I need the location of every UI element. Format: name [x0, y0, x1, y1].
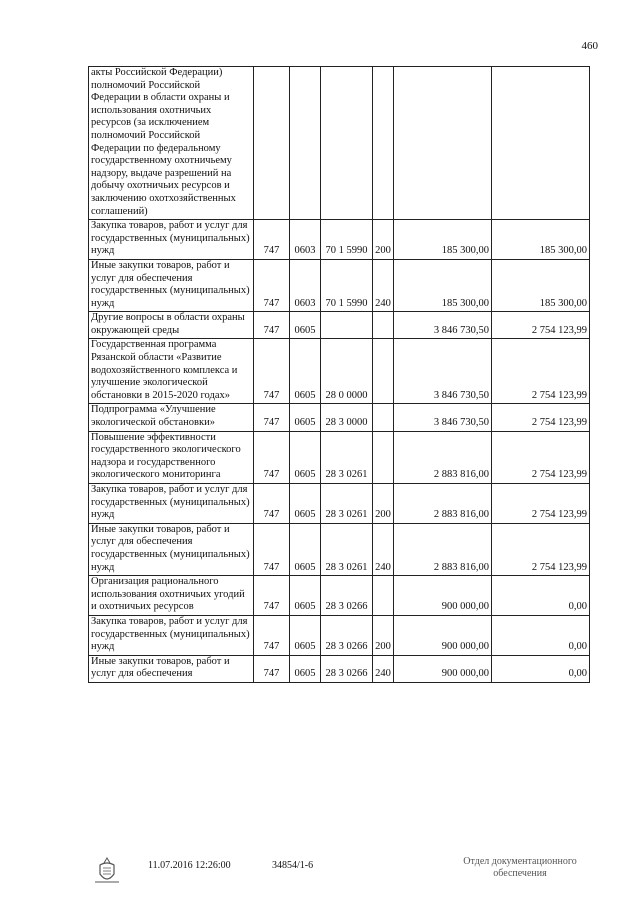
row-sum1: 900 000,00: [394, 576, 492, 616]
row-ved: 747: [254, 655, 290, 682]
row-rz: 0605: [290, 484, 321, 524]
table-row: [89, 484, 590, 524]
row-rz: 0605: [290, 404, 321, 431]
row-csr: 28 3 0261: [321, 484, 373, 524]
row-vr: 240: [373, 259, 394, 311]
row-sum2: 0,00: [492, 576, 590, 616]
row-vr: 240: [373, 655, 394, 682]
table-row: [89, 576, 590, 616]
row-sum2: [492, 67, 590, 220]
table-row: [89, 220, 590, 260]
row-ved: 747: [254, 484, 290, 524]
row-vr: [373, 339, 394, 404]
row-ved: [254, 67, 290, 220]
row-sum2: 2 754 123,99: [492, 484, 590, 524]
table-row: [89, 67, 590, 220]
row-ved: 747: [254, 615, 290, 655]
row-sum2: 2 754 123,99: [492, 523, 590, 575]
row-name: Организация рационального использования охотничьих угодий и охотничьих ресурсов: [89, 576, 254, 616]
row-sum1: 2 883 816,00: [394, 523, 492, 575]
row-vr: [373, 312, 394, 339]
row-sum1: 185 300,00: [394, 220, 492, 260]
row-sum2: 185 300,00: [492, 220, 590, 260]
row-csr: 28 0 0000: [321, 339, 373, 404]
row-sum1: 900 000,00: [394, 655, 492, 682]
row-ved: 747: [254, 312, 290, 339]
row-ved: 747: [254, 404, 290, 431]
row-name: Государственная программа Рязанской области «Развитие водохозяйственного комплекса и улучшение экологической обстановки в 2015-2020 годах»: [89, 339, 254, 404]
row-sum2: 2 754 123,99: [492, 312, 590, 339]
row-rz: [290, 67, 321, 220]
table-row: [89, 404, 590, 431]
row-sum1: 3 846 730,50: [394, 339, 492, 404]
page-footer: [0, 856, 640, 896]
row-name: акты Российской Федерации) полномочий Российской Федерации в области охраны и использования охотничьих ресурсов (за исключением полномочий Российской Федерации по федеральному государственному охотничьему надзору, выдаче разрешений на добычу охотничьих ресурсов и заключению охотхозяйственных соглашений): [89, 67, 254, 220]
page-number: 460: [581, 40, 598, 52]
row-name: Подпрограмма «Улучшение экологической обстановки»: [89, 404, 254, 431]
footer-dept-line2: обеспечения: [493, 868, 547, 879]
row-rz: 0605: [290, 431, 321, 483]
row-sum1: 185 300,00: [394, 259, 492, 311]
row-csr: 28 3 0266: [321, 655, 373, 682]
table-row: [89, 615, 590, 655]
row-ved: 747: [254, 339, 290, 404]
row-vr: [373, 404, 394, 431]
row-ved: 747: [254, 259, 290, 311]
row-sum1: 900 000,00: [394, 615, 492, 655]
row-csr: 28 3 0000: [321, 404, 373, 431]
row-sum1: [394, 67, 492, 220]
row-csr: 28 3 0266: [321, 576, 373, 616]
row-ved: 747: [254, 431, 290, 483]
row-name: Закупка товаров, работ и услуг для государственных (муниципальных) нужд: [89, 484, 254, 524]
row-name: Закупка товаров, работ и услуг для государственных (муниципальных) нужд: [89, 220, 254, 260]
row-name: Закупка товаров, работ и услуг для государственных (муниципальных) нужд: [89, 615, 254, 655]
row-csr: 70 1 5990: [321, 220, 373, 260]
row-ved: 747: [254, 220, 290, 260]
row-name: Иные закупки товаров, работ и услуг для обеспечения: [89, 655, 254, 682]
row-vr: [373, 431, 394, 483]
row-rz: 0603: [290, 259, 321, 311]
footer-datetime: 11.07.2016 12:26:00: [148, 860, 231, 871]
row-sum1: 2 883 816,00: [394, 484, 492, 524]
row-sum2: 185 300,00: [492, 259, 590, 311]
row-sum2: 0,00: [492, 655, 590, 682]
budget-table: [88, 66, 590, 683]
row-sum2: 2 754 123,99: [492, 404, 590, 431]
footer-dept-line1: Отдел документационного: [463, 856, 577, 867]
row-rz: 0605: [290, 339, 321, 404]
table-row: [89, 655, 590, 682]
table-row: [89, 431, 590, 483]
row-name: Другие вопросы в области охраны окружающей среды: [89, 312, 254, 339]
row-csr: [321, 67, 373, 220]
row-sum1: 2 883 816,00: [394, 431, 492, 483]
row-csr: [321, 312, 373, 339]
row-vr: 200: [373, 484, 394, 524]
row-sum1: 3 846 730,50: [394, 312, 492, 339]
table-row: [89, 259, 590, 311]
row-ved: 747: [254, 523, 290, 575]
row-vr: [373, 67, 394, 220]
row-vr: 200: [373, 615, 394, 655]
row-sum2: 0,00: [492, 615, 590, 655]
row-rz: 0605: [290, 615, 321, 655]
row-vr: 240: [373, 523, 394, 575]
row-name: Повышение эффективности государственного экологического надзора и государственного экологического мониторинга: [89, 431, 254, 483]
row-rz: 0605: [290, 655, 321, 682]
row-vr: [373, 576, 394, 616]
row-rz: 0603: [290, 220, 321, 260]
row-rz: 0605: [290, 576, 321, 616]
row-sum1: 3 846 730,50: [394, 404, 492, 431]
row-name: Иные закупки товаров, работ и услуг для обеспечения государственных (муниципальных) нужд: [89, 523, 254, 575]
row-csr: 28 3 0261: [321, 431, 373, 483]
row-csr: 70 1 5990: [321, 259, 373, 311]
row-rz: 0605: [290, 523, 321, 575]
table-row: [89, 312, 590, 339]
row-csr: 28 3 0266: [321, 615, 373, 655]
row-csr: 28 3 0261: [321, 523, 373, 575]
row-rz: 0605: [290, 312, 321, 339]
footer-doc-code: 34854/1-6: [272, 860, 314, 871]
coat-of-arms-icon: [92, 856, 122, 886]
row-vr: 200: [373, 220, 394, 260]
row-sum2: 2 754 123,99: [492, 431, 590, 483]
table-row: [89, 523, 590, 575]
row-sum2: 2 754 123,99: [492, 339, 590, 404]
table-row: [89, 339, 590, 404]
row-name: Иные закупки товаров, работ и услуг для обеспечения государственных (муниципальных) нужд: [89, 259, 254, 311]
footer-department: [440, 856, 600, 880]
row-ved: 747: [254, 576, 290, 616]
